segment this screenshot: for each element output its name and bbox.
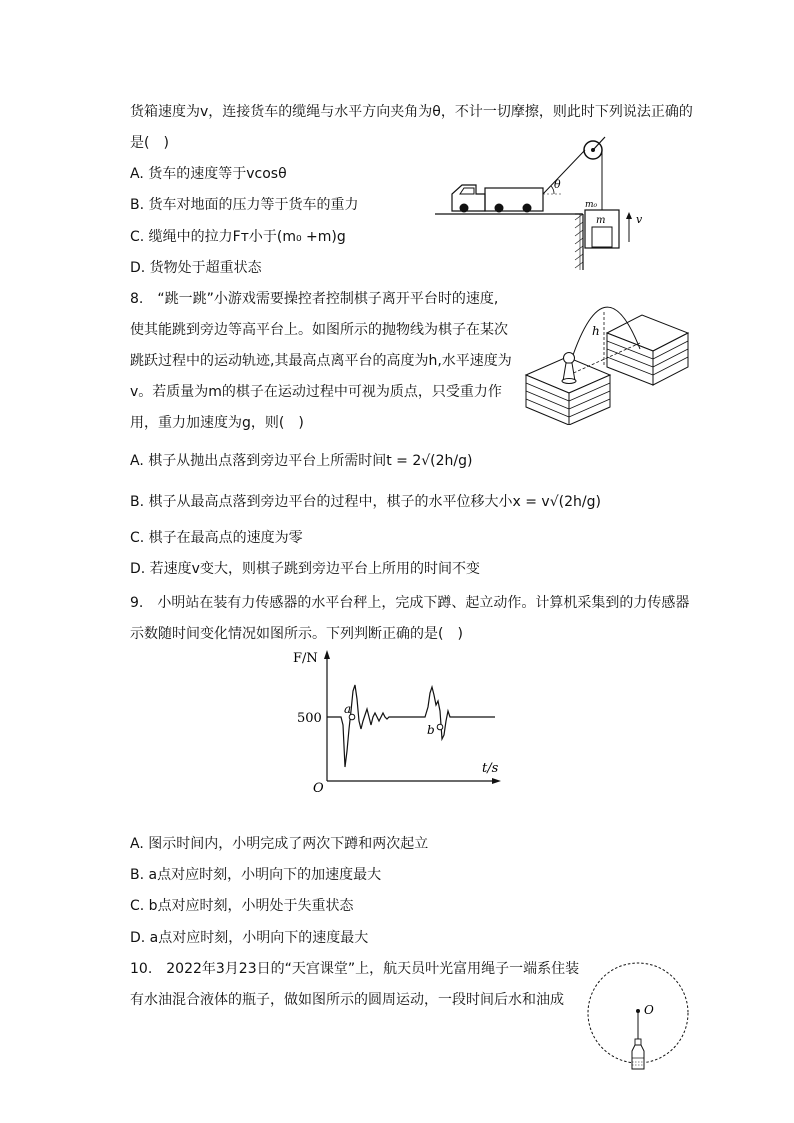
q9-option-d: D. a点对应时刻，小明向下的速度最大 (130, 930, 369, 946)
q10-center-label: O (644, 1003, 654, 1017)
point-b-label: b (427, 723, 435, 737)
q9-force-time-chart (285, 645, 510, 797)
q7-stem-line2: 是( ) (130, 135, 169, 151)
x-axis-label: t/s (482, 761, 499, 776)
q7-option-d: D. 货物处于超重状态 (130, 260, 262, 276)
q7-stem-line1: 货箱速度为v，连接货车的缆绳与水平方向夹角为θ，不计一切摩擦，则此时下列说法正确的 (130, 104, 693, 120)
q8-option-c: C. 棋子在最高点的速度为零 (130, 530, 303, 546)
q9-stem-line1: 9. 小明站在装有力传感器的水平台秤上，完成下蹲、起立动作。计算机采集到的力传感器 (130, 595, 690, 611)
q7-option-a: A. 货车的速度等于vcosθ (130, 166, 287, 182)
q7-mass0-label: m₀ (585, 200, 598, 210)
q8-stem-line3: 跳跃过程中的运动轨迹,其最高点离平台的高度为h,水平速度为 (130, 353, 512, 369)
q8-option-b: B. 棋子从最高点落到旁边平台的过程中，棋子的水平位移大小x = v√(2h/g) (130, 494, 601, 510)
q8-stem-line2: 使其能跳到旁边等高平台上。如图所示的抛物线为棋子在某次 (130, 322, 508, 338)
force-curve (327, 685, 495, 767)
q9-option-a: A. 图示时间内，小明完成了两次下蹲和两次起立 (130, 836, 429, 852)
q8-option-a: A. 棋子从抛出点落到旁边平台上所需时间t = 2√(2h/g) (130, 453, 473, 469)
point-a-label: a (344, 702, 352, 716)
q9-stem-line2: 示数随时间变化情况如图所示。下列判断正确的是( ) (130, 626, 463, 642)
q8-height-label: h (592, 324, 600, 338)
q8-stem-line5: 用，重力加速度为g，则( ) (130, 415, 304, 431)
q8-jump-platforms-figure (522, 285, 694, 425)
reference-value-label: 500 (297, 711, 322, 726)
q9-option-c: C. b点对应时刻，小明处于失重状态 (130, 898, 354, 914)
origin-label: O (313, 781, 324, 796)
q7-velocity-label: v (636, 213, 643, 226)
q7-mass-label: m (596, 215, 606, 226)
y-axis-label: F/N (293, 651, 318, 666)
q7-truck-pulley-figure (430, 128, 660, 273)
q8-stem-line4: v。若质量为m的棋子在运动过程中可视为质点，只受重力作 (130, 384, 502, 400)
q8-option-d: D. 若速度v变大，则棋子跳到旁边平台上所用的时间不变 (130, 561, 480, 577)
point-b (437, 724, 443, 730)
q7-option-c: C. 缆绳中的拉力Fᴛ小于(m₀ +m)g (130, 229, 346, 245)
q7-angle-label: θ (554, 178, 561, 191)
q8-stem-line1: 8. “跳一跳”小游戏需要操控者控制棋子离开平台时的速度, (130, 291, 499, 307)
q10-stem-line1: 10. 2022年3月23日的“天宫课堂”上，航天员叶光富用绳子一端系住装 (130, 961, 580, 977)
q10-stem-line2: 有水油混合液体的瓶子，做如图所示的圆周运动，一段时间后水和油成 (130, 992, 564, 1008)
q10-circular-motion-figure (585, 955, 695, 1080)
q9-option-b: B. a点对应时刻，小明向下的加速度最大 (130, 867, 382, 883)
q7-option-b: B. 货车对地面的压力等于货车的重力 (130, 197, 359, 213)
